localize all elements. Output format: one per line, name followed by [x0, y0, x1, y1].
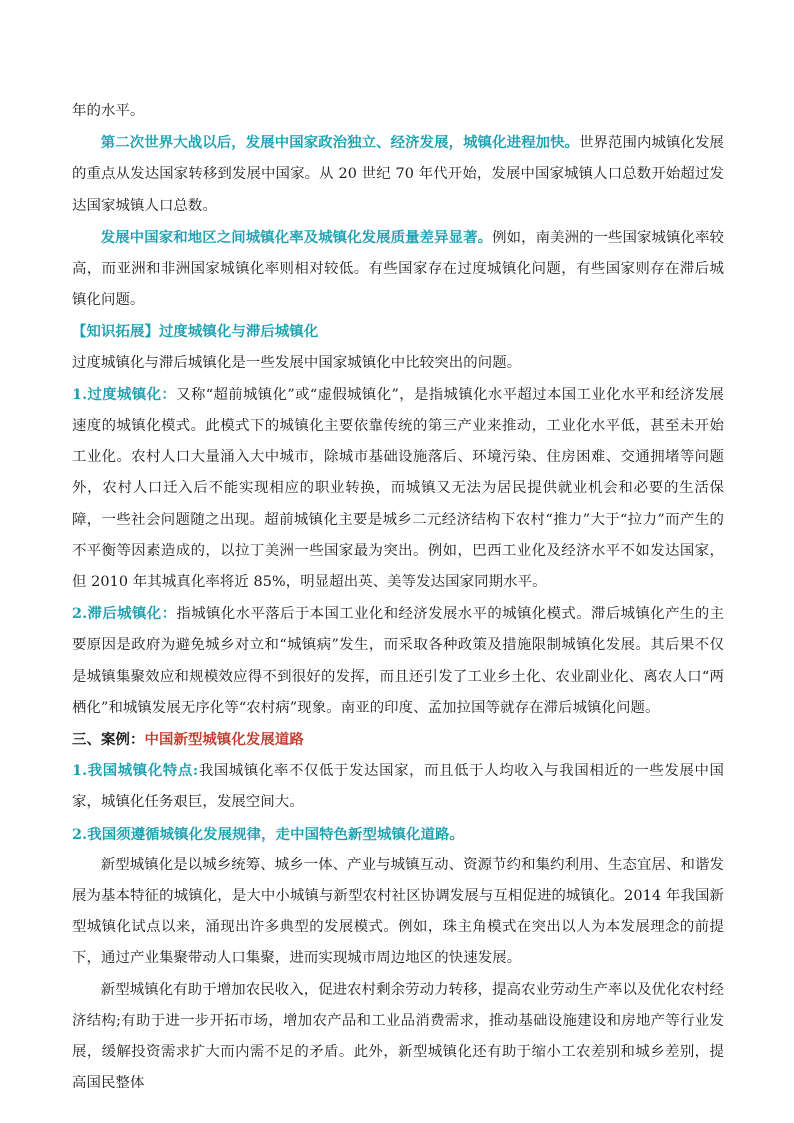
document-page [72, 96, 724, 1100]
paragraph-continuation: 年的水平。 [72, 103, 145, 119]
case-item-characteristics [72, 755, 724, 818]
highlight-lead: 发展中国家和地区之间城镇化率及城镇化发展质量差异显著。 [100, 228, 493, 246]
knowledge-item-lagging-urbanization [72, 598, 724, 724]
item-text: 又称“超前城镇化”或“虚假城镇化”，是指城镇化水平超过本国工业化水平和经济发展速度的城镇化模式。此模式下的城镇化主要依靠传统的第三产业来推动，工业化水平低，甚至未开始工业化。农村人口大量涌入大中城市，除城市基础设施落后、环境污染、住房困难、交通拥堵等问题外，农村人口迁入后不能实现相应的职业转换，而城镇又无法为居民提供就业机会和必要的生活保障，一些社会问题随之出现。超前城镇化主要是城乡二元经济结构下农村“推力”大于“拉力”而产生的不平衡等因素造成的，以拉丁美洲一些国家最为突出。例如，巴西工业化及经济水平不如发达国家，但 2010 年其城真化率将近 85%，明显超出英、美等发达国家同期水平。 [72, 386, 724, 591]
item-text: 指城镇化水平落后于本国工业化和经济发展水平的城镇化模式。滞后城镇化产生的主要原因是政府为避免城乡对立和“城镇病”发生，而采取各种政策及措施限制城镇化发展。其后果不仅是城镇集聚效应和规模效应得不到很好的发挥，而且还引发了工业乡土化、农业副业化、离农人口“两栖化”和城镇发展无序化等“农村病”现象。南亚的印度、孟加拉国等就存在滞后城镇化问题。 [72, 606, 725, 716]
item-lead: 2.滞后城镇化： [72, 605, 177, 623]
case-item-path: 2.我国须遵循城镇化发展规律，走中国特色新型城镇化道路。 [72, 825, 464, 843]
knowledge-heading: 【知识拓展】过度城镇化与滞后城镇化 [72, 323, 319, 341]
paragraph-benefits: 新型城镇化有助于增加农民收入，促进农村剩余劳动力转移，提高农业劳动生产率以及优化农村经济结构;有助于进一步开拓市场，增加农产品和工业品消费需求，推动基础设施建设和房地产等行业发展，缓解投资需求扩大而内需不足的矛盾。此外，新型城镇化还有助于缩小工农差别和城乡差别，提高国民整体 [72, 981, 724, 1092]
paragraph-text: 例如，南美洲的一些国家城镇化率较高，而亚洲和非洲国家城镇化率则相对较低。有些国家存在过度城镇化问题，有些国家则存在滞后城镇化问题。 [72, 229, 724, 309]
highlight-lead: 第二次世界大战以后，发展中国家政治独立、经济发展，城镇化进程加快。 [100, 134, 580, 152]
paragraph-text: 世界范围内城镇化发展的重点从发达国家转移到发展中国家。从 20 世纪 70 年代开始，发展中国家城镇人口总数开始超过发达国家城镇人口总数。 [72, 135, 724, 214]
paragraph-post-war [72, 127, 724, 222]
item-text: 我国城镇化率不仅低于发达国家，而且低于人均收入与我国相近的一些发展中国家，城镇化任务艰巨，发展空间大。 [72, 763, 724, 811]
section-prefix: 三、案例： [72, 731, 145, 749]
knowledge-item-over-urbanization [72, 379, 724, 598]
item-lead: 1.过度城镇化： [72, 385, 177, 403]
section-title: 中国新型城镇化发展道路 [144, 731, 304, 749]
item-lead: 1.我国城镇化特点: [72, 762, 199, 780]
paragraph-new-urbanization: 新型城镇化是以城乡统筹、城乡一体、产业与城镇互动、资源节约和集约利用、生态宜居、和谐发展为基本特征的城镇化，是大中小城镇与新型农村社区协调发展与互相促进的城镇化。2014 年我国新型城镇化试点以来，涌现出许多典型的发展模式。例如，珠主角模式在突出以人为本发展理念的前提下，通过产业集聚带动人口集聚，进而实现城市周边地区的快速发展。 [72, 856, 724, 967]
section-heading [72, 724, 724, 755]
knowledge-intro: 过度城镇化与滞后城镇化是一些发展中国家城镇化中比较突出的问题。 [72, 354, 522, 371]
paragraph-differences [72, 222, 724, 317]
